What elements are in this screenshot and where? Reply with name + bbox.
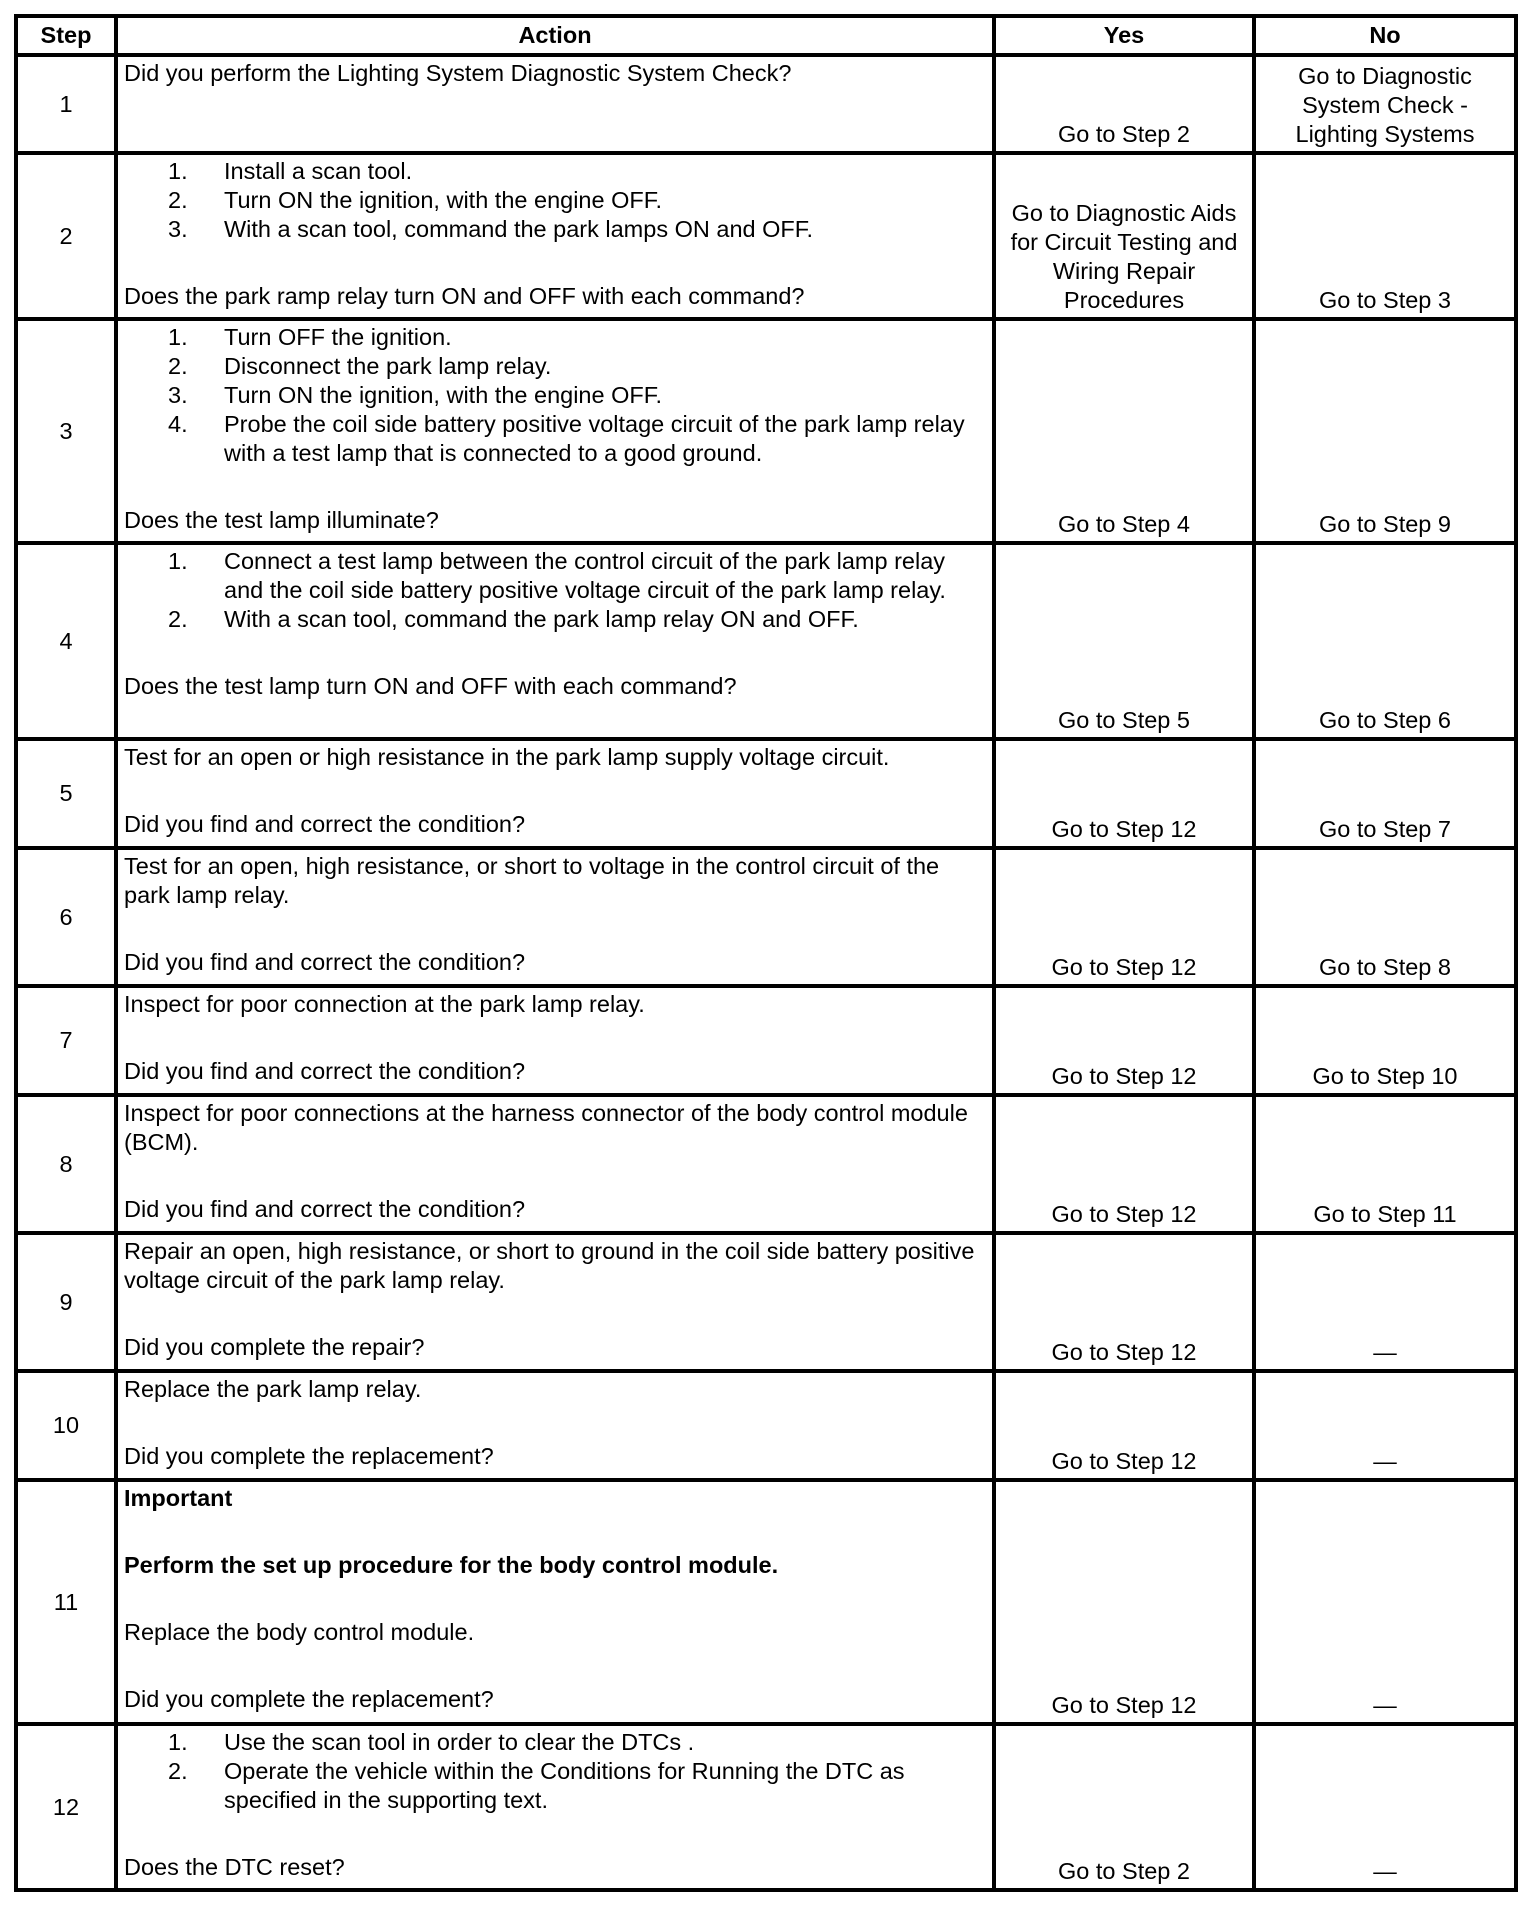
list-item: 1. Connect a test lamp between the control circuit of the park lamp relay and the coil side battery positive voltage circuit of the park lamp relay. xyxy=(168,548,946,603)
action-question: Did you complete the replacement? xyxy=(124,1443,494,1469)
action-cell xyxy=(116,986,994,1095)
action-question: Does the DTC reset? xyxy=(124,1854,345,1880)
action-cell xyxy=(116,1480,994,1724)
step-number: 10 xyxy=(16,1371,116,1480)
no-result: — xyxy=(1254,1233,1516,1371)
list-item: 4. Probe the coil side battery positive voltage circuit of the park lamp relay with a test lamp that is connected to a good ground. xyxy=(168,411,965,466)
step-number: 11 xyxy=(16,1480,116,1724)
step-number: 6 xyxy=(16,848,116,986)
yes-result: Go to Step 4 xyxy=(994,319,1254,543)
list-item: 1. Use the scan tool in order to clear the DTCs . xyxy=(168,1729,695,1755)
table-row xyxy=(16,55,1516,153)
yes-result: Go to Step 12 xyxy=(994,1095,1254,1233)
list-item: 2. Turn ON the ignition, with the engine OFF. xyxy=(168,187,663,213)
header-row xyxy=(16,16,1516,55)
action-text: Inspect for poor connections at the harness connector of the body control module (BCM). xyxy=(124,1100,968,1155)
table-row xyxy=(16,1480,1516,1724)
no-result: Go to Step 3 xyxy=(1254,153,1516,319)
yes-result: Go to Step 2 xyxy=(994,55,1254,153)
yes-result: Go to Step 12 xyxy=(994,739,1254,848)
action-cell xyxy=(116,1724,994,1890)
diagnostic-table xyxy=(14,14,1518,1892)
action-steps xyxy=(124,1728,986,1815)
action-text: Replace the body control module. xyxy=(124,1619,475,1645)
action-question: Does the park ramp relay turn ON and OFF with each command? xyxy=(124,283,805,309)
no-result: — xyxy=(1254,1371,1516,1480)
no-result: Go to Step 9 xyxy=(1254,319,1516,543)
action-question: Does the test lamp turn ON and OFF with each command? xyxy=(124,673,737,699)
action-question: Did you complete the replacement? xyxy=(124,1686,494,1712)
step-number: 5 xyxy=(16,739,116,848)
action-text: Replace the park lamp relay. xyxy=(124,1376,422,1402)
yes-result: Go to Step 5 xyxy=(994,543,1254,739)
step-number: 1 xyxy=(16,55,116,153)
step-number: 3 xyxy=(16,319,116,543)
yes-result: Go to Diagnostic Aids for Circuit Testing and Wiring Repair Procedures xyxy=(994,153,1254,319)
action-cell xyxy=(116,543,994,739)
action-text: Test for an open, high resistance, or short to voltage in the control circuit of the park lamp relay. xyxy=(124,853,940,908)
table-row xyxy=(16,848,1516,986)
step-number: 12 xyxy=(16,1724,116,1890)
action-text: Test for an open or high resistance in the park lamp supply voltage circuit. xyxy=(124,744,890,770)
action-cell xyxy=(116,55,994,153)
action-question: Did you perform the Lighting System Diagnostic System Check? xyxy=(124,60,792,86)
no-result: — xyxy=(1254,1480,1516,1724)
header-action: Action xyxy=(116,16,994,55)
important-note: Perform the set up procedure for the body control module. xyxy=(124,1552,779,1578)
list-item: 1. Install a scan tool. xyxy=(168,158,413,184)
important-label: Important xyxy=(124,1485,233,1511)
list-item: 2. Operate the vehicle within the Conditions for Running the DTC as specified in the supporting text. xyxy=(168,1758,905,1813)
step-number: 2 xyxy=(16,153,116,319)
action-question: Does the test lamp illuminate? xyxy=(124,507,439,533)
yes-result: Go to Step 12 xyxy=(994,848,1254,986)
header-yes: Yes xyxy=(994,16,1254,55)
table-row xyxy=(16,543,1516,739)
list-item: 3. With a scan tool, command the park lamps ON and OFF. xyxy=(168,216,814,242)
action-steps xyxy=(124,157,986,244)
action-question: Did you find and correct the condition? xyxy=(124,1196,526,1222)
table-row xyxy=(16,1233,1516,1371)
yes-result: Go to Step 12 xyxy=(994,1480,1254,1724)
action-question: Did you find and correct the condition? xyxy=(124,949,526,975)
action-steps xyxy=(124,547,986,634)
step-number: 7 xyxy=(16,986,116,1095)
table-row xyxy=(16,739,1516,848)
list-item: 2. Disconnect the park lamp relay. xyxy=(168,353,552,379)
diagnostic-table-container xyxy=(14,14,1518,1892)
list-item: 2. With a scan tool, command the park lamp relay ON and OFF. xyxy=(168,606,859,632)
action-question: Did you find and correct the condition? xyxy=(124,1058,526,1084)
table-row xyxy=(16,153,1516,319)
action-text: Inspect for poor connection at the park lamp relay. xyxy=(124,991,645,1017)
action-steps xyxy=(124,323,986,468)
list-item: 1. Turn OFF the ignition. xyxy=(168,324,452,350)
yes-result: Go to Step 12 xyxy=(994,1233,1254,1371)
table-row xyxy=(16,1095,1516,1233)
table-row xyxy=(16,986,1516,1095)
no-result: — xyxy=(1254,1724,1516,1890)
table-row xyxy=(16,1724,1516,1890)
yes-result: Go to Step 12 xyxy=(994,1371,1254,1480)
table-row xyxy=(16,1371,1516,1480)
action-cell xyxy=(116,739,994,848)
list-item: 3. Turn ON the ignition, with the engine OFF. xyxy=(168,382,663,408)
action-question: Did you find and correct the condition? xyxy=(124,811,526,837)
no-result: Go to Step 7 xyxy=(1254,739,1516,848)
yes-result: Go to Step 12 xyxy=(994,986,1254,1095)
action-cell xyxy=(116,848,994,986)
action-cell xyxy=(116,319,994,543)
no-result: Go to Step 10 xyxy=(1254,986,1516,1095)
no-result: Go to Step 11 xyxy=(1254,1095,1516,1233)
yes-result: Go to Step 2 xyxy=(994,1724,1254,1890)
step-number: 4 xyxy=(16,543,116,739)
table-row xyxy=(16,319,1516,543)
action-cell xyxy=(116,1233,994,1371)
header-no: No xyxy=(1254,16,1516,55)
step-number: 9 xyxy=(16,1233,116,1371)
step-number: 8 xyxy=(16,1095,116,1233)
action-cell xyxy=(116,1371,994,1480)
action-text: Repair an open, high resistance, or short to ground in the coil side battery positive voltage circuit of the park lamp relay. xyxy=(124,1238,975,1293)
no-result: Go to Diagnostic System Check - Lighting Systems xyxy=(1254,55,1516,153)
header-step: Step xyxy=(16,16,116,55)
action-cell xyxy=(116,153,994,319)
no-result: Go to Step 8 xyxy=(1254,848,1516,986)
action-question: Did you complete the repair? xyxy=(124,1334,425,1360)
no-result: Go to Step 6 xyxy=(1254,543,1516,739)
action-cell xyxy=(116,1095,994,1233)
